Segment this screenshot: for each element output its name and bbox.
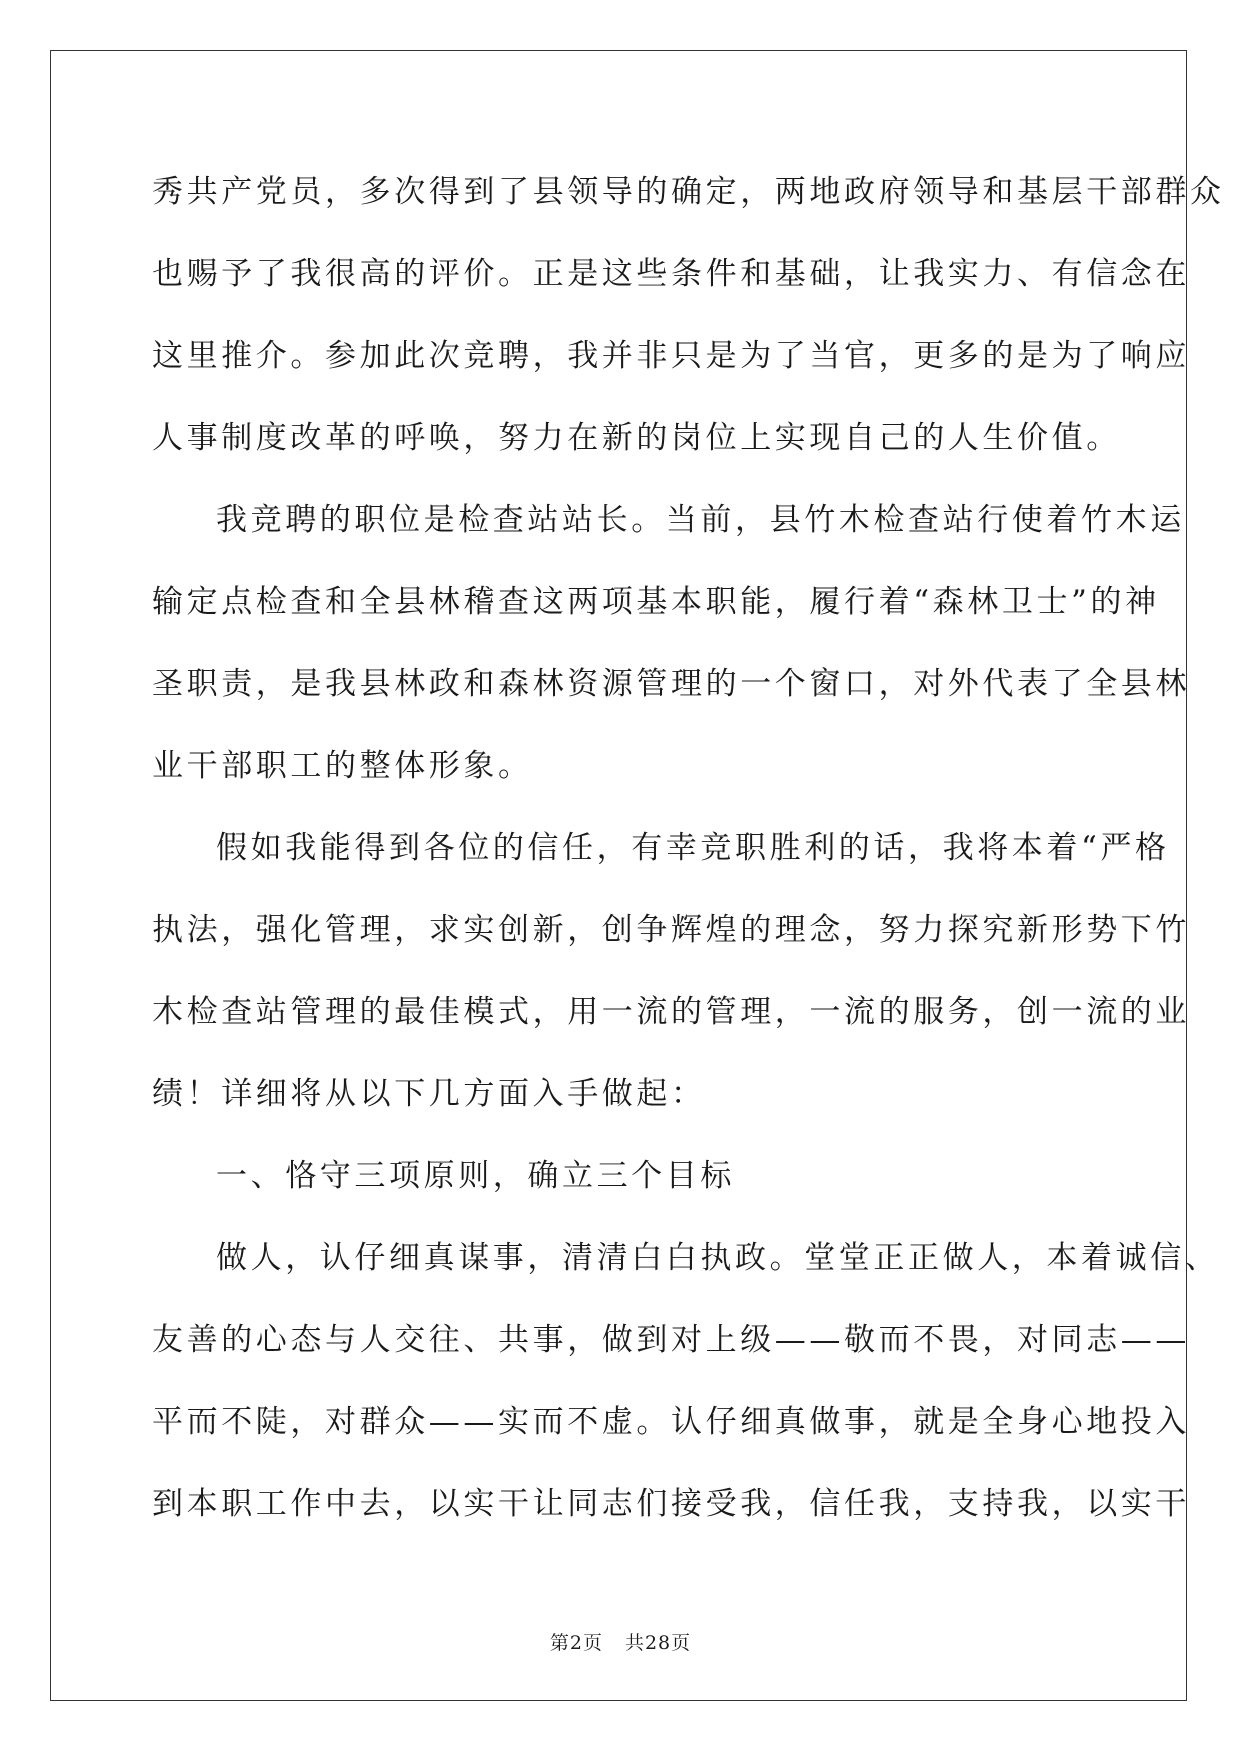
text-line: 人事制度改革的呼唤，努力在新的岗位上实现自己的人生价值。 xyxy=(152,420,1121,456)
text-line: 友善的心态与人交往、共事，做到对上级——敬而不畏，对同志—— xyxy=(152,1322,1190,1358)
text-line: 做人，认仔细真谋事，清清白白执政。堂堂正正做人，本着诚信、 xyxy=(216,1240,1220,1276)
text-line: 这里推介。参加此次竞聘，我并非只是为了当官，更多的是为了响应 xyxy=(152,338,1190,374)
text-line: 平而不陡，对群众——实而不虚。认仔细真做事，就是全身心地投入 xyxy=(152,1404,1190,1440)
text-line: 也赐予了我很高的评价。正是这些条件和基础，让我实力、有信念在 xyxy=(152,256,1190,292)
text-line: 执法，强化管理，求实创新，创争辉煌的理念，努力探究新形势下竹 xyxy=(152,912,1190,948)
text-line: 输定点检查和全县林稽查这两项基本职能，履行着“森林卫士”的神 xyxy=(152,584,1160,620)
page-number: 第2页 xyxy=(549,1632,603,1654)
text-line: 假如我能得到各位的信任，有幸竞职胜利的话，我将本着“严格 xyxy=(216,830,1170,866)
paragraph-1 xyxy=(152,160,1225,488)
paragraph-2 xyxy=(152,488,1190,816)
text-line: 绩！详细将从以下几方面入手做起： xyxy=(152,1076,706,1112)
heading-line: 一、恪守三项原则，确立三个目标 xyxy=(216,1158,735,1194)
text-line: 秀共产党员，多次得到了县领导的确定，两地政府领导和基层干部群众 xyxy=(152,174,1225,210)
paragraph-3 xyxy=(152,816,1190,1144)
document-body xyxy=(152,160,1225,1554)
section-heading xyxy=(152,1144,1112,1226)
text-line: 我竞聘的职位是检查站站长。当前，县竹木检查站行使着竹木运 xyxy=(216,502,1185,538)
paragraph-4 xyxy=(152,1226,1220,1554)
page-footer xyxy=(0,1628,1241,1655)
text-line: 圣职责，是我县林政和森林资源管理的一个窗口，对外代表了全县林 xyxy=(152,666,1190,702)
page-total: 共28页 xyxy=(624,1632,692,1654)
text-line: 业干部职工的整体形象。 xyxy=(152,748,533,784)
text-line: 到本职工作中去，以实干让同志们接受我，信任我，支持我，以实干 xyxy=(152,1486,1190,1522)
text-line: 木检查站管理的最佳模式，用一流的管理，一流的服务，创一流的业 xyxy=(152,994,1190,1030)
